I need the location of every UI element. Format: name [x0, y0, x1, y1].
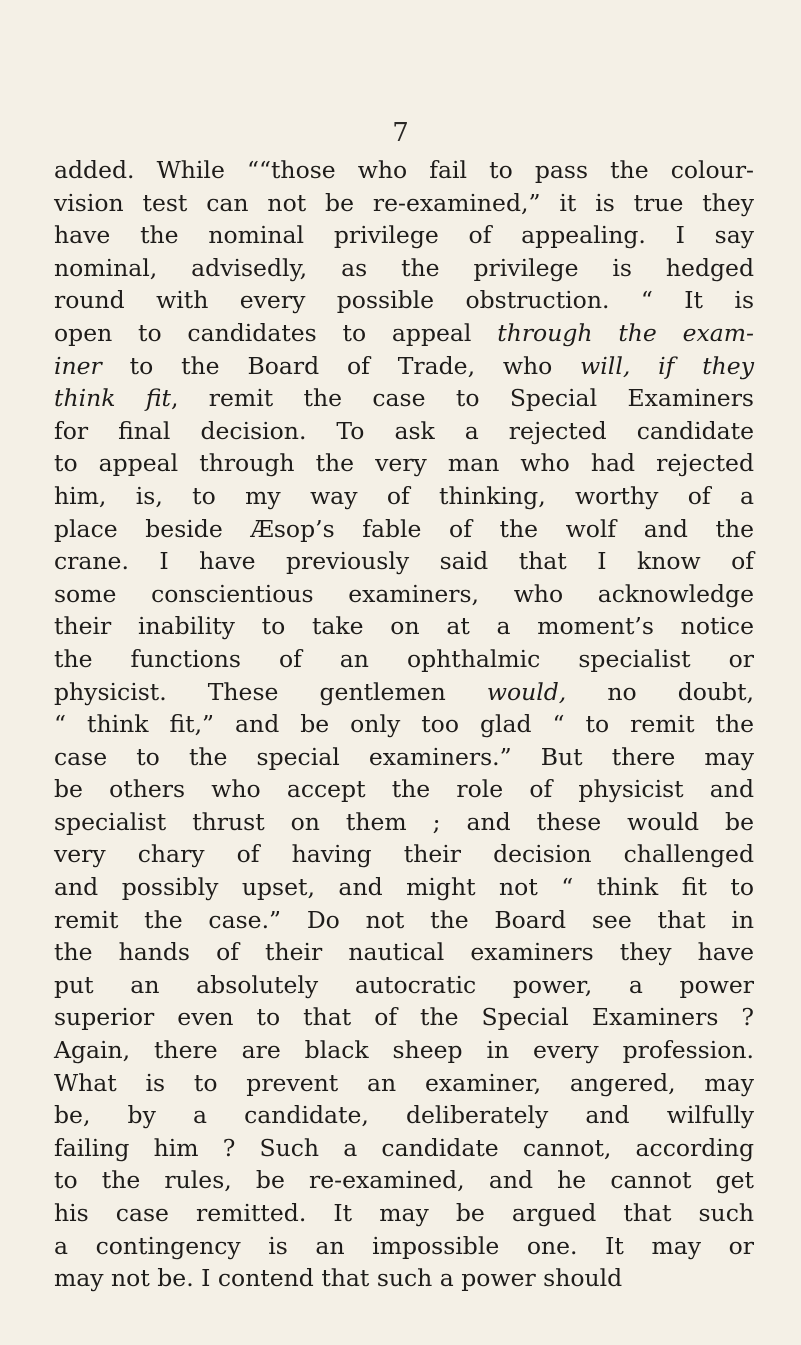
text-line — [54, 610, 754, 643]
text-segment: may not be. I contend that such a power should — [54, 1264, 623, 1293]
text-segment: for final decision. To ask a rejected candidate — [54, 416, 754, 445]
italic-text-segment: think fit — [54, 384, 171, 413]
text-segment: case to the special examiners.” But there may — [54, 742, 754, 771]
italic-text-segment: would, — [486, 677, 567, 706]
text-segment: , remit the case to Special Examiners — [170, 384, 754, 413]
text-segment: crane. I have previously said that I know of — [54, 547, 754, 576]
text-segment: Again, there are black sheep in every profession. — [54, 1036, 754, 1065]
text-segment: to the Board of Trade, who — [101, 351, 581, 380]
text-segment: physicist. These gentlemen — [54, 677, 487, 706]
text-segment: superior even to that of the Special Examiners ? — [54, 1003, 754, 1032]
text-segment: failing him ? Such a candidate cannot, according — [54, 1133, 754, 1162]
text-segment: no doubt, — [566, 677, 754, 706]
text-segment: place beside Æsop’s fable of the wolf and the — [54, 514, 754, 543]
text-segment: have the nominal privilege of appealing. I say — [54, 221, 754, 250]
text-line — [54, 1001, 754, 1034]
text-segment: to the rules, be re-examined, and he cannot get — [54, 1166, 754, 1195]
text-line — [54, 838, 754, 871]
text-line — [54, 969, 754, 1002]
italic-text-segment: iner — [54, 351, 102, 380]
text-line — [54, 480, 754, 513]
text-line — [54, 447, 754, 480]
text-segment: the functions of an ophthalmic specialist or — [54, 644, 754, 673]
text-segment: open to candidates to appeal — [54, 318, 498, 347]
text-line — [54, 936, 754, 969]
text-segment: be others who accept the role of physicist and — [54, 775, 754, 804]
text-line — [54, 284, 754, 317]
text-segment: his case remitted. It may be argued that such — [54, 1199, 754, 1227]
text-line — [54, 219, 754, 252]
italic-text-segment: through the exam- — [497, 318, 754, 347]
text-line — [54, 1262, 754, 1295]
text-line — [54, 513, 754, 546]
text-line — [54, 1034, 754, 1067]
text-line — [54, 252, 754, 285]
text-segment: added. While ““those who fail to pass the colour- — [54, 156, 754, 184]
text-segment: the hands of their nautical examiners they have — [54, 938, 754, 967]
text-line — [54, 1230, 754, 1263]
text-line — [54, 578, 754, 611]
text-line — [54, 317, 754, 350]
text-segment: be, by a candidate, deliberately and wilfully — [54, 1101, 754, 1130]
text-segment: their inability to take on at a moment’s notice — [54, 612, 754, 641]
text-line — [54, 741, 754, 774]
text-line — [54, 773, 754, 806]
text-segment: and possibly upset, and might not “ think fit to — [54, 873, 754, 902]
text-segment: him, is, to my way of thinking, worthy of a — [54, 481, 754, 510]
text-line — [54, 154, 754, 187]
page-number: 7 — [392, 118, 409, 148]
text-line — [54, 350, 754, 383]
text-line — [54, 643, 754, 676]
text-segment: to appeal through the very man who had rejected — [54, 449, 754, 478]
text-segment: a contingency is an impossible one. It may or — [54, 1231, 754, 1260]
text-line — [54, 382, 754, 415]
text-line — [54, 187, 754, 220]
text-segment: remit the case.” Do not the Board see that in — [54, 905, 754, 934]
text-line — [54, 871, 754, 904]
text-segment: round with every possible obstruction. “ It is — [54, 286, 754, 315]
text-line — [54, 1164, 754, 1197]
text-line — [54, 708, 754, 741]
text-line — [54, 1132, 754, 1165]
text-segment: very chary of having their decision challenged — [54, 840, 754, 869]
body-text — [54, 154, 754, 1295]
text-segment: some conscientious examiners, who acknowledge — [54, 579, 754, 608]
text-line — [54, 545, 754, 578]
text-line — [54, 806, 754, 839]
text-line — [54, 676, 754, 709]
text-line — [54, 415, 754, 448]
text-segment: specialist thrust on them ; and these would be — [54, 807, 754, 836]
text-line — [54, 904, 754, 937]
text-segment: put an absolutely autocratic power, a power — [54, 970, 754, 999]
italic-text-segment: will, if they — [580, 351, 754, 380]
text-segment: vision test can not be re-examined,” it is true they — [54, 188, 754, 217]
text-segment: What is to prevent an examiner, angered, may — [54, 1068, 754, 1097]
text-line — [54, 1197, 754, 1230]
text-line — [54, 1099, 754, 1132]
text-line — [54, 1067, 754, 1100]
text-segment: “ think fit,” and be only too glad “ to remit the — [54, 710, 754, 739]
text-segment: nominal, advisedly, as the privilege is hedged — [54, 253, 754, 282]
